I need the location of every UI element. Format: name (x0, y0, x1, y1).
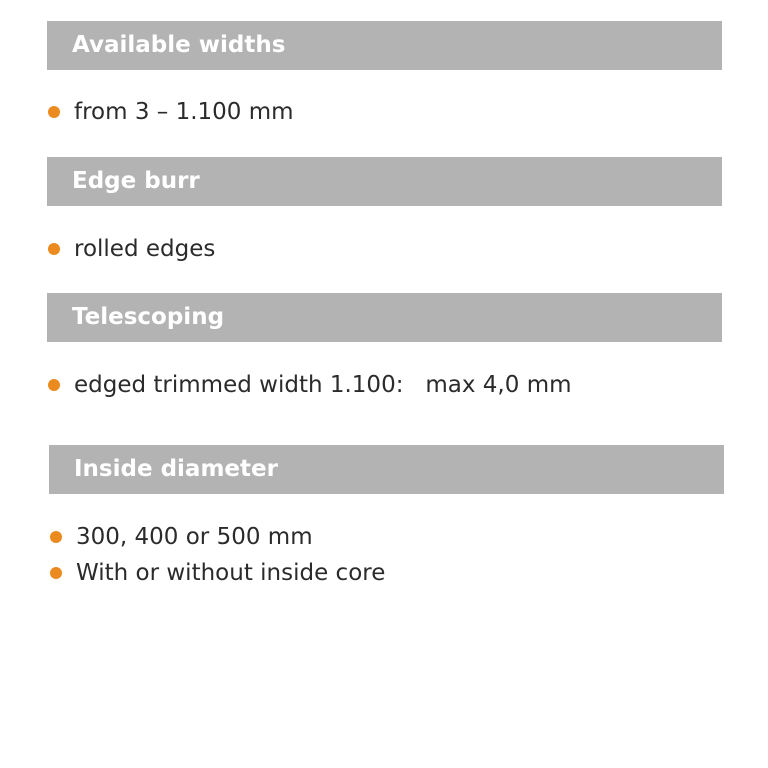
section-header-telescoping (47, 293, 722, 342)
section-heading: Edge burr (72, 168, 200, 194)
section-heading: Available widths (72, 32, 286, 58)
bullet-dot-icon (48, 243, 60, 255)
list-item-text: 300, 400 or 500 mm (76, 524, 313, 550)
list-item-text: With or without inside core (76, 560, 386, 586)
section-header-available-widths (47, 21, 722, 70)
list-item (48, 370, 722, 400)
bullet-dot-icon (50, 531, 62, 543)
bullet-dot-icon (48, 379, 60, 391)
list-item-text: edged trimmed width 1.100: max 4,0 mm (74, 372, 572, 398)
section-header-edge-burr (47, 157, 722, 206)
section-header-inside-diameter (49, 445, 724, 494)
list-item (50, 558, 724, 588)
bullet-dot-icon (50, 567, 62, 579)
section-heading: Inside diameter (74, 456, 278, 482)
section-heading: Telescoping (72, 304, 225, 330)
list-item (48, 97, 722, 127)
list-item-text: from 3 – 1.100 mm (74, 99, 294, 125)
bullet-dot-icon (48, 106, 60, 118)
list-item (50, 522, 724, 552)
list-item-text: rolled edges (74, 236, 216, 262)
list-item (48, 234, 722, 264)
